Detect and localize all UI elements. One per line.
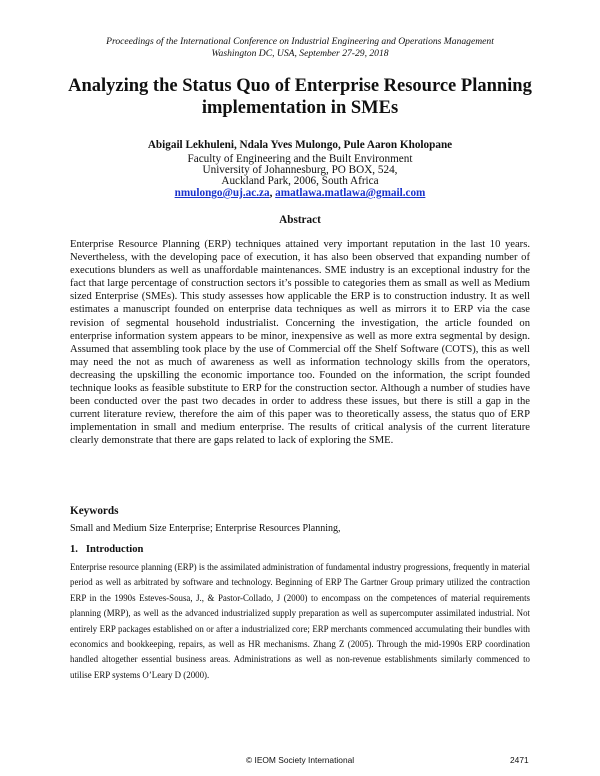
introduction-text: Enterprise resource planning (ERP) is the assimilated administration of fundamental industry progressions, frequently in material period as well as arbitrated by software and technology. Beginning of ERP The Gartner Group primary utilized the contraction ERP in the 1990s Esteves-Sousa, J., & Pastor-Collado, J (2000) to encompass on the competences of material requirements planning (MRP), as well as the advanced industrialized supply preparation as well as supercomputer assimilated industrial. Not entirely ERP packages established on or after a industrialized core; ERP merchants commenced accumulating their bundles with economics and bookkeeping, repairs, as well as HR mechanisms. Zhang Z (2005). Through the mid-1990s ERP coordination handled altogether essential business areas. Administrations as well as non-revenue establishments similarly commenced to utilise ERP systems O’Leary D (2000). — [70, 562, 530, 680]
keywords-text: Small and Medium Size Enterprise; Enterprise Resources Planning, — [70, 523, 341, 534]
abstract-heading: Abstract — [279, 214, 321, 226]
email-separator: , — [269, 187, 273, 199]
email-link-mulongo[interactable]: nmulongo@uj.ac.za — [174, 187, 270, 199]
affiliation-line3: Auckland Park, 2006, South Africa — [221, 175, 379, 187]
email-link-matlawa[interactable]: amatlawa.matlawa@gmail.com — [275, 187, 426, 199]
footer-page-number: 2471 — [510, 755, 529, 765]
footer-society: © IEOM Society International — [246, 755, 355, 765]
affiliation-line1: Faculty of Engineering and the Built Environment — [187, 153, 413, 165]
abstract-text: Enterprise Resource Planning (ERP) techniques attained very important reputation in the last 10 years. Nevertheless, with the developing pace of execution, it has also been observed that expanding number of executions blunders as well as unaffordable maintenances. SME industry is an exceptional industry for the fact that large percentage of construction sectors it’s possible to categories them as small as well as Medium sized Enterprise (SMEs). This study assesses how applicable the ERP is to construction industry. It as well estimates a manuscript founded on enterprise data techniques as well as mirrors it to ERP via the case revision of segmental household industrialist. Concerning the investigation, the article founded on enterprise information system appears to be minor, inexpensive as well as more extra segmental by design. Assumed that assembling took place by the use of Commercial off the Shelf Software (COTS), this as well may need the not as much of awareness as well as information technology skills from the operators, decreasing the upskilling the economic importance too. Founded on the information, the script founded technique looks as feasible substitute to ERP for the construction sector. Although a number of studies have been conducted over the past two decades in order to address these issues, but there is still a gap in the current literature review, therefore the aim of this paper was to theoretically assess, the status quo of ERP implementation in small and medium enterprise. The results of critical analysis of the current literature clearly demonstrate that there are gaps related to lack of exploring the SME. — [70, 239, 530, 447]
conference-header-line1: Proceedings of the International Conference on Industrial Engineering and Operations Management — [106, 36, 494, 47]
introduction-heading: 1. Introduction — [70, 544, 144, 555]
author-list: Abigail Lekhuleni, Ndala Yves Mulongo, Pule Aaron Kholopane — [147, 139, 453, 151]
paper-title: Analyzing the Status Quo of Enterprise Resource Planning implementation in SMEs — [68, 76, 532, 118]
email-line — [60, 186, 540, 200]
conference-header-line2: Washington DC, USA, September 27-29, 2018 — [211, 48, 389, 59]
affiliation-line2: University of Johannesburg, PO BOX, 524, — [202, 164, 398, 176]
keywords-heading: Keywords — [70, 505, 119, 517]
